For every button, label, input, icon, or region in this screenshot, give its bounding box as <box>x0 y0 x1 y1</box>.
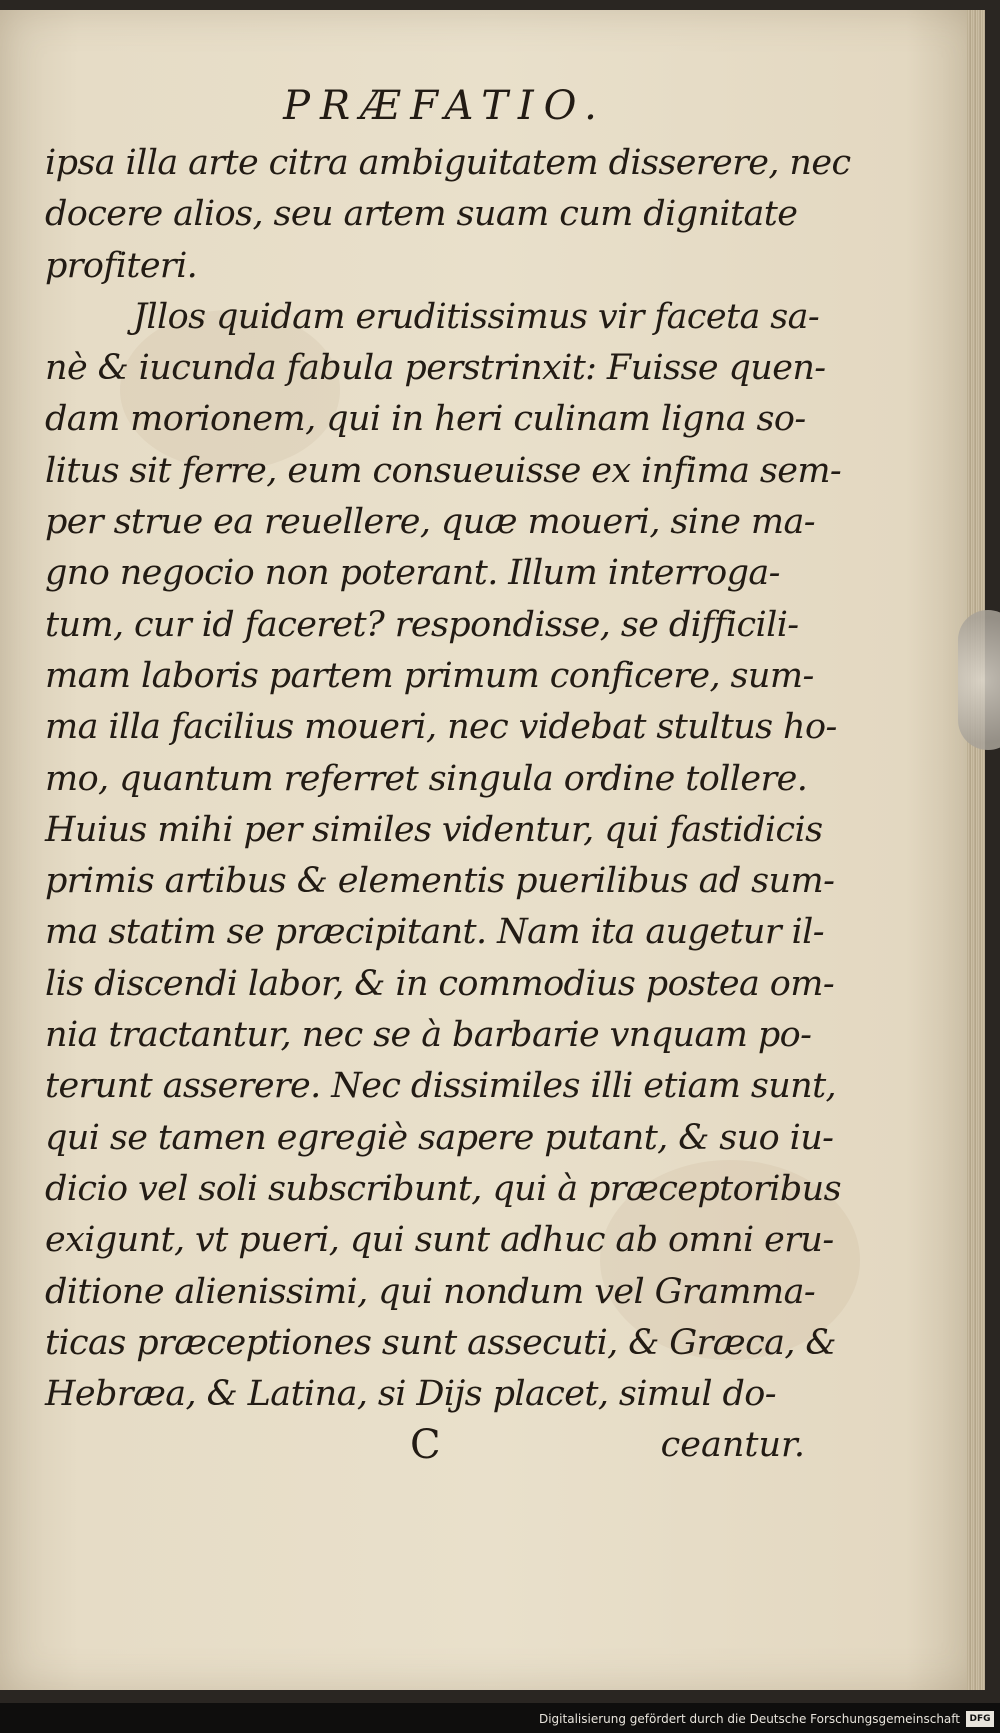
text-line: tum, cur id faceret? respondisse, se difficili- <box>45 604 799 645</box>
page-foot-row <box>45 1420 815 1471</box>
text-line: nia tractantur, nec se à barbarie vnquam po- <box>45 1015 812 1056</box>
text-line: nè & iucunda fabula perstrinxit: Fuisse quen- <box>45 348 826 389</box>
text-line: ma illa facilius moueri, nec videbat stultus ho- <box>45 707 837 748</box>
text-line: terunt asserere. Nec dissimiles illi etiam sunt, <box>45 1066 837 1107</box>
text-line: qui se tamen egregiè sapere putant, & suo iu- <box>45 1117 834 1158</box>
text-line: lis discendi labor, & in commodius postea om- <box>45 963 835 1004</box>
text-line: Huius mihi per similes videntur, qui fastidicis <box>45 809 823 850</box>
text-line: ma statim se præcipitant. Nam ita augetur il- <box>45 912 824 953</box>
text-line: gno negocio non poterant. Illum interroga- <box>45 553 780 594</box>
text-line: ticas præceptiones sunt assecuti, & Græca, & <box>45 1322 836 1363</box>
text-line: docere alios, seu artem suam cum dignitate <box>45 194 798 235</box>
text-line: per strue ea reuellere, quæ moueri, sine ma- <box>45 502 815 543</box>
text-line: dam morionem, qui in heri culinam ligna so- <box>45 399 806 440</box>
text-line: mo, quantum referret singula ordine tollere. <box>45 758 808 799</box>
text-line: mam laboris partem primum conficere, sum- <box>45 655 814 696</box>
signature-mark: C <box>410 1422 441 1469</box>
footer-credit: Digitalisierung gefördert durch die Deutsche Forschungsgemeinschaft <box>538 1712 960 1726</box>
text-line: primis artibus & elementis puerilibus ad sum- <box>45 861 835 902</box>
text-line: dicio vel soli subscribunt, qui à præceptoribus <box>45 1168 841 1209</box>
catchword: ceantur. <box>660 1425 805 1466</box>
text-line: litus sit ferre, eum consueuisse ex infima sem- <box>45 450 842 491</box>
dfg-logo-icon: DFG <box>966 1711 994 1727</box>
page-edge <box>967 10 985 1690</box>
text-line: Hebræa, & Latina, si Dijs placet, simul do- <box>45 1374 776 1415</box>
running-head: PRÆFATIO. <box>283 83 607 129</box>
text-line: ipsa illa arte citra ambiguitatem disserere, nec <box>45 143 851 183</box>
page-clip <box>958 610 1000 750</box>
text-line: ditione alienissimi, qui nondum vel Gramma- <box>45 1271 816 1312</box>
text-line: profiteri. <box>45 245 198 286</box>
text-line: Jllos quidam eruditissimus vir faceta sa- <box>133 296 820 337</box>
text-lines <box>45 138 851 1420</box>
page-text <box>45 80 851 1471</box>
text-line: exigunt, vt pueri, qui sunt adhuc ab omni eru- <box>45 1220 834 1261</box>
digitization-footer <box>0 1703 1000 1733</box>
